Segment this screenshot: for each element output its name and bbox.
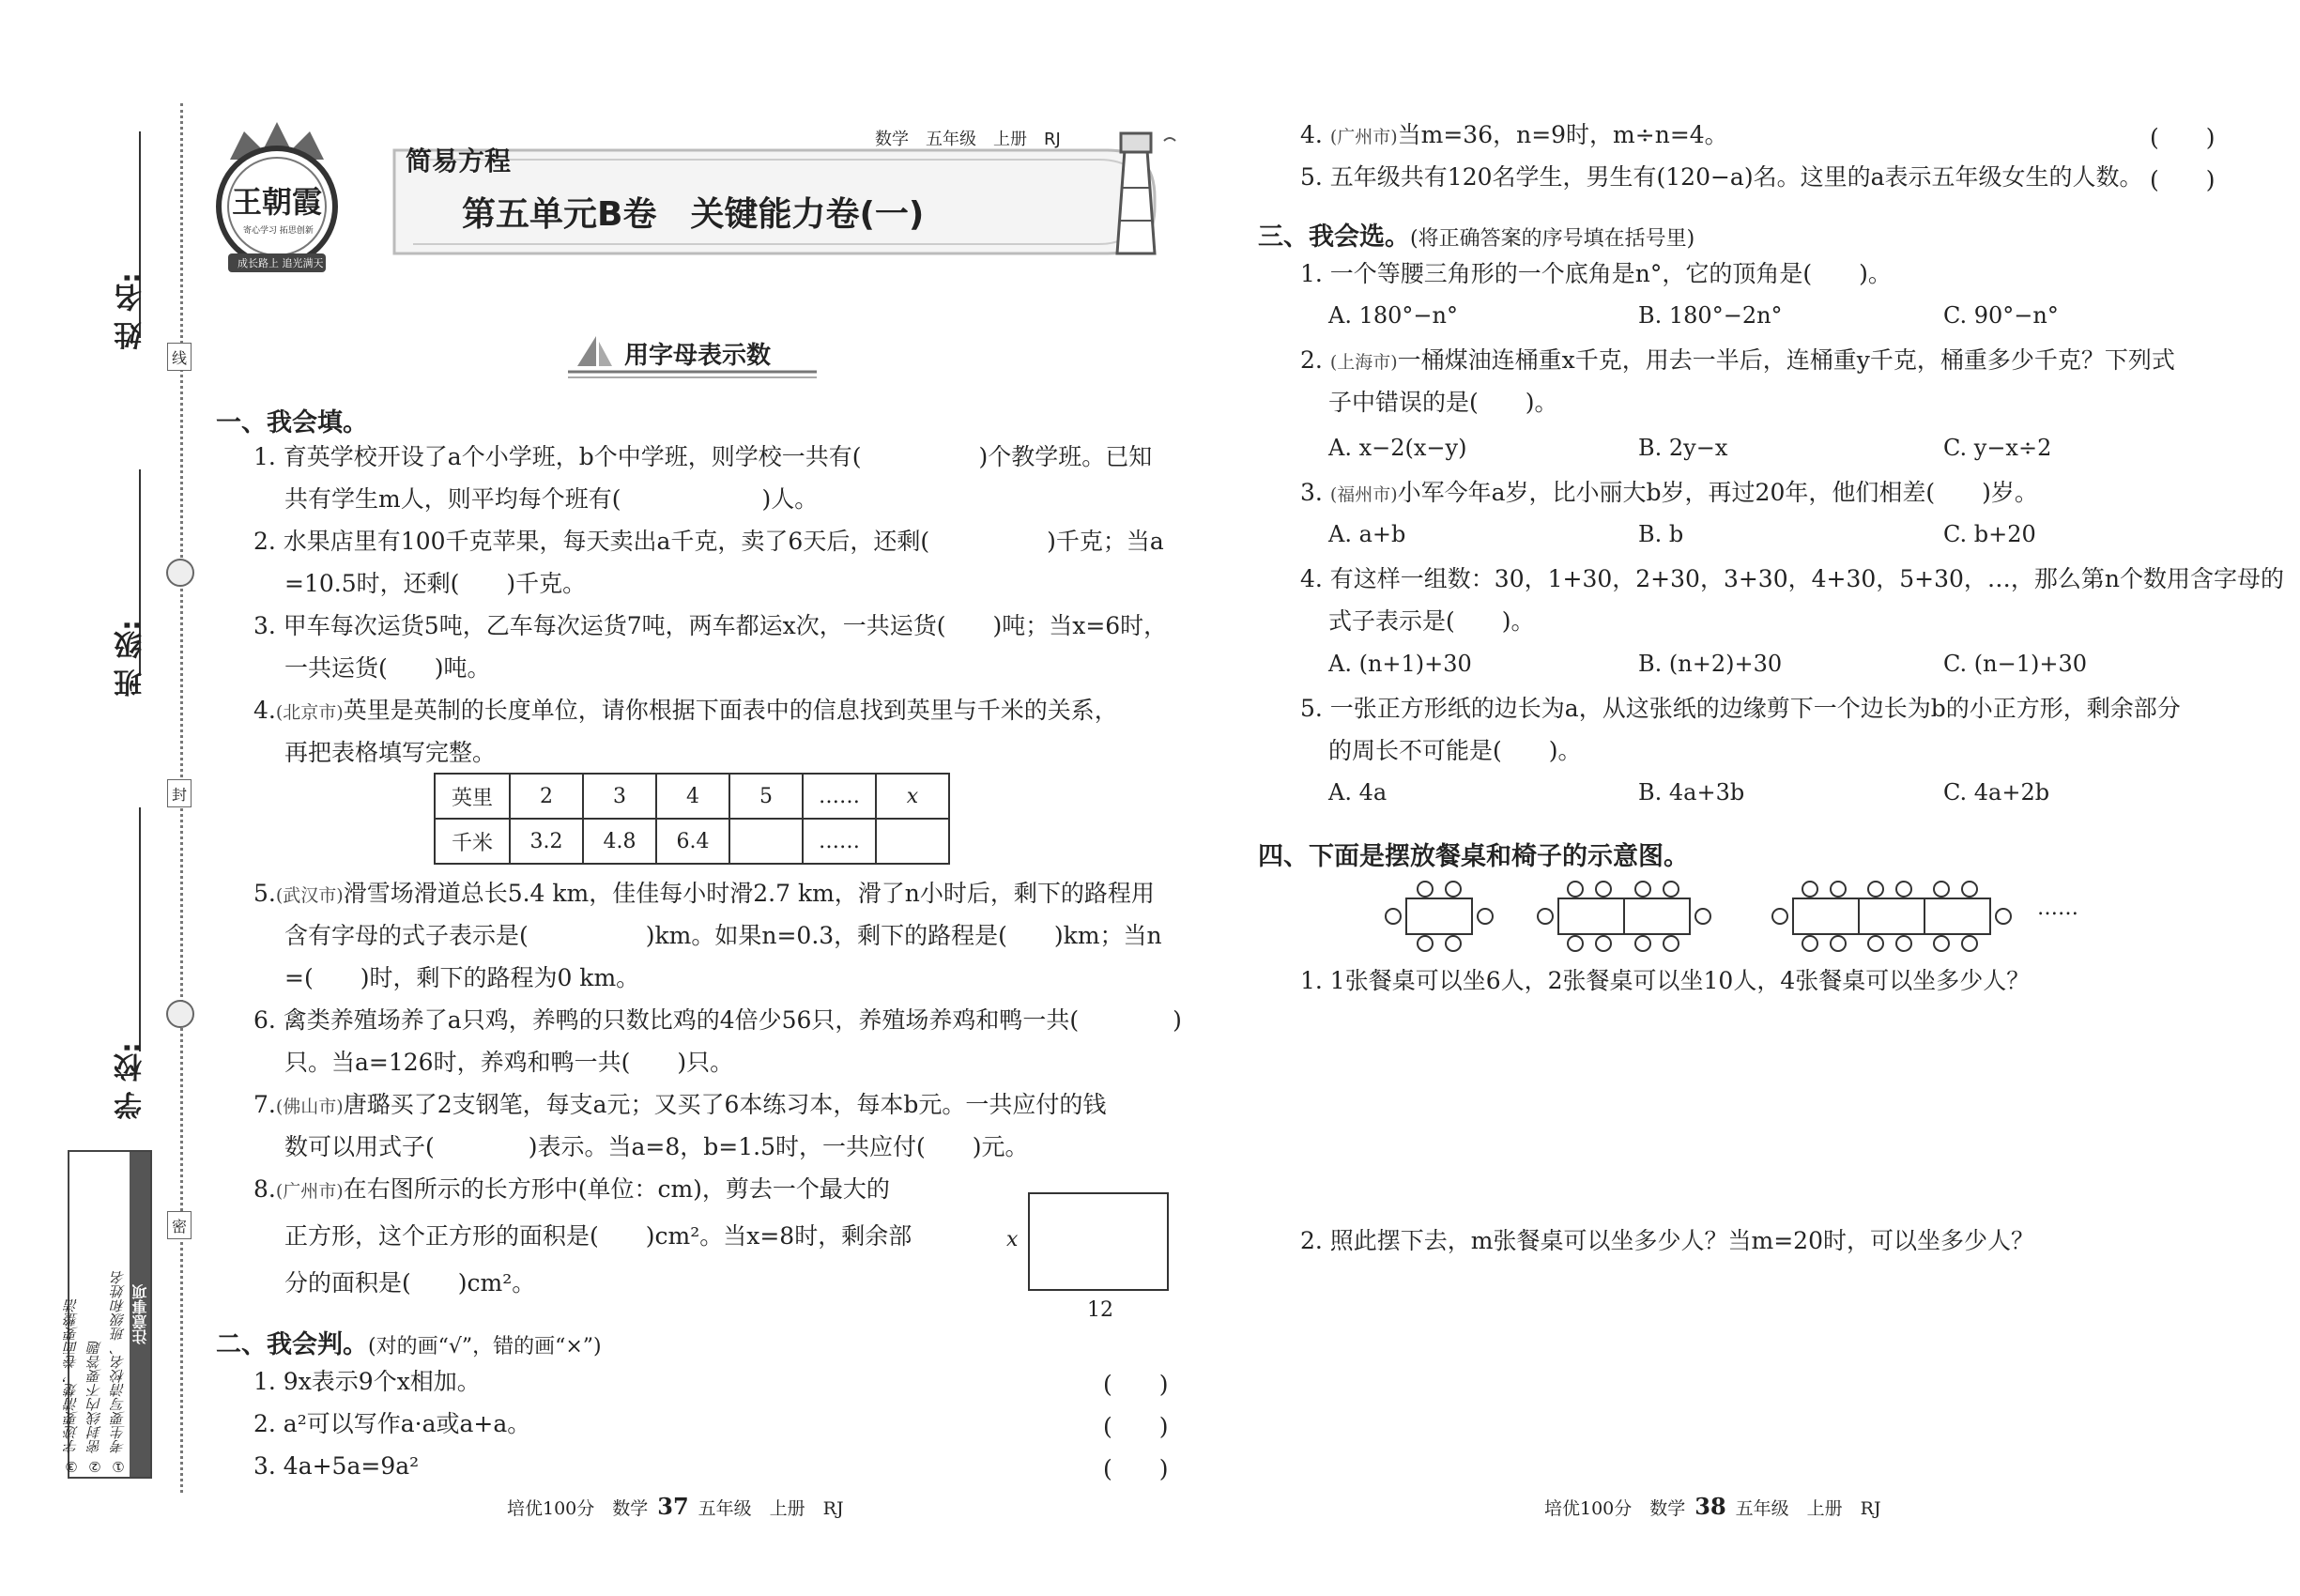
q5-line2: 含有字母的式子表示是( )km。如果n=0.3，剩下的路程是( )km；当n — [284, 922, 1162, 949]
q1-line2: 共有学生m人，则平均每个班有( )人。 — [284, 485, 819, 513]
school-label: 学 校: — [115, 1042, 147, 1120]
seal-mark-feng: 封 — [167, 779, 192, 807]
choice-option[interactable]: C. b+20 — [1943, 521, 2036, 547]
notice-title: 注意事项 — [130, 1152, 150, 1477]
notice-item: ① 考生要写清校名、班级和姓名 — [110, 1270, 127, 1475]
answer-area-1[interactable] — [1300, 1009, 2183, 1206]
notice-item: ② 密封线内不要答题 — [86, 1341, 103, 1475]
judge-4-text: 当m=36，n=9时，m÷n=4。 — [1397, 121, 1728, 148]
q7-line1 — [253, 1089, 1106, 1123]
section-badge — [563, 329, 821, 385]
table-answer-cell[interactable] — [729, 819, 803, 864]
q3-line1: 3. 甲车每次运货5吨，乙车每次运货7吨，两车都运x次，一共运货( )吨；当x=6时， — [253, 612, 1168, 639]
choice-option[interactable]: C. 90°−n° — [1943, 302, 2059, 329]
logo-tagline: 成长路上 追光满天 — [238, 257, 324, 269]
city-tag: (广州市) — [1329, 127, 1398, 147]
section-4-title: 四、下面是摆放餐桌和椅子的示意图。 — [1258, 842, 1689, 871]
q4-number: 4. — [253, 697, 276, 724]
answer-paren[interactable]: ( ) — [2150, 166, 2216, 193]
choice-2-line1 — [1300, 345, 2175, 378]
lighthouse-icon — [1080, 122, 1192, 263]
page-title: 第五单元B卷 关键能力卷(一) — [462, 195, 925, 234]
table-cell: 6.4 — [656, 819, 729, 864]
table-row — [435, 819, 949, 864]
table-cell: 5 — [729, 774, 803, 819]
page-number: 37 — [657, 1493, 689, 1520]
answer-area-2[interactable] — [1300, 1267, 2183, 1474]
q6-line2: 只。当a=126时，养鸡和鸭一共( )只。 — [284, 1049, 734, 1076]
choice-1: 1. 一个等腰三角形的一个底角是n°，它的顶角是( )。 — [1300, 260, 1892, 287]
q4-text: 英里是英制的长度单位，请你根据下面表中的信息找到英里与千米的关系， — [343, 697, 1118, 724]
judge-5: 5. 五年级共有120名学生，男生有(120−a)名。这里的a表示五年级女生的人数。 — [1300, 163, 2143, 191]
page-number: 38 — [1694, 1493, 1726, 1520]
q7-number: 7. — [253, 1091, 276, 1118]
q8-line2: 正方形，这个正方形的面积是( )cm²。当x=8时，剩余部 — [284, 1222, 912, 1250]
q8-number: 8. — [253, 1175, 276, 1203]
q1-line1: 1. 育英学校开设了a个小学班，b个中学班，则学校一共有( )个教学班。已知 — [253, 443, 1153, 470]
logo-name: 王朝霞 — [232, 184, 323, 220]
answer-paren[interactable]: ( ) — [2150, 124, 2216, 151]
choice-3-text: 小军今年a岁，比小丽大b岁，再过20年，他们相差( )岁。 — [1397, 479, 2038, 506]
table-answer-cell[interactable] — [876, 819, 949, 864]
lighthouse-icon — [1080, 122, 1192, 267]
choice-option[interactable]: A. a+b — [1328, 521, 1406, 547]
q7-text: 唐璐买了2支钢笔，每支a元；又买了6本练习本，每本b元。一共应付的钱 — [343, 1091, 1107, 1118]
answer-paren[interactable]: ( ) — [1103, 1455, 1169, 1482]
table-cell: 3.2 — [510, 819, 583, 864]
problem-1: 1. 1张餐桌可以坐6人，2张餐桌可以坐10人，4张餐桌可以坐多少人？ — [1300, 967, 2031, 994]
section-3-label: 三、我会选。 — [1258, 223, 1410, 252]
conversion-table — [434, 773, 950, 865]
choice-option[interactable]: B. 2y−x — [1638, 435, 1728, 461]
judge-2: 2. a²可以写作a·a或a+a。 — [253, 1410, 531, 1437]
q5-line3: =( )时，剩下的路程为0 km。 — [284, 964, 640, 991]
section-2-note: (对的画“√”，错的画“×”) — [368, 1335, 602, 1358]
choice-option[interactable]: A. 180°−n° — [1328, 302, 1458, 329]
problem-2: 2. 照此摆下去，m张餐桌可以坐多少人？当m=20时，可以坐多少人？ — [1300, 1227, 2034, 1254]
unit-topic: 简易方程 — [406, 146, 512, 176]
q5-text: 滑雪场滑道总长5.4 km，佳佳每小时滑2.7 km，滑了n小时后，剩下的路程用 — [343, 880, 1155, 907]
footer-book: 培优100分 数学 — [1544, 1498, 1686, 1519]
q8-text: 在右图所示的长方形中(单位：cm)，剪去一个最大的 — [343, 1175, 890, 1203]
q4-line1 — [253, 695, 1118, 729]
choice-option[interactable]: B. 180°−2n° — [1638, 302, 1783, 329]
choice-option[interactable]: B. b — [1638, 521, 1684, 547]
q5-number: 5. — [253, 880, 276, 907]
notice-item: ③ 字迹要清楚，卷面要整洁 — [63, 1298, 80, 1475]
section-2-label: 二、我会判。 — [216, 1330, 368, 1359]
footer-grade: 五年级 上册 RJ — [698, 1498, 844, 1519]
logo — [211, 113, 343, 277]
table-chair-diagram — [1380, 878, 2037, 962]
choice-option[interactable]: B. (n+2)+30 — [1638, 651, 1783, 677]
city-tag: (广州市) — [275, 1181, 344, 1202]
q7-line2: 数可以用式子( )表示。当a=8，b=1.5时，一共应付( )元。 — [284, 1133, 1029, 1160]
judge-1: 1. 9x表示9个x相加。 — [253, 1368, 481, 1395]
seal-circle-icon — [166, 1000, 194, 1028]
choice-2-number: 2. — [1300, 346, 1330, 374]
notice-box — [63, 1150, 152, 1479]
q5-line1 — [253, 878, 1155, 912]
logo-tagline: 寄心学习 拓思创新 — [243, 226, 314, 236]
choice-2-text: 一桶煤油连桶重x千克，用去一半后，连桶重y千克，桶重多少千克？下列式 — [1397, 346, 2175, 374]
table-cell: 英里 — [435, 774, 510, 819]
section-3-title — [1258, 216, 1694, 253]
choice-option[interactable]: B. 4a+3b — [1638, 779, 1745, 806]
table-cell: 千米 — [435, 819, 510, 864]
name-label: 姓 名: — [115, 272, 147, 350]
answer-paren[interactable]: ( ) — [1103, 1371, 1169, 1398]
table-cell: 3 — [583, 774, 656, 819]
judge-4-number: 4. — [1300, 121, 1330, 148]
class-label: 班 级: — [115, 620, 147, 698]
q4-line2: 再把表格填写完整。 — [284, 739, 497, 766]
table-row — [435, 774, 949, 819]
choice-option[interactable]: A. x−2(x−y) — [1328, 435, 1467, 461]
q3-line2: 一共运货( )吨。 — [284, 654, 491, 682]
three-tables-icon — [1772, 882, 2011, 951]
school-line — [139, 807, 141, 1051]
choice-5-line2: 的周长不可能是( )。 — [1328, 737, 1582, 764]
q2-line1: 2. 水果店里有100千克苹果，每天卖出a千克，卖了6天后，还剩( )千克；当a — [253, 528, 1164, 555]
city-tag: (北京市) — [275, 702, 344, 723]
seal-circle-icon — [166, 559, 194, 587]
choice-option[interactable]: A. (n+1)+30 — [1328, 651, 1472, 677]
q2-line2: =10.5时，还剩( )千克。 — [284, 570, 587, 597]
choice-option[interactable]: A. 4a — [1328, 779, 1388, 806]
choice-option[interactable]: C. 4a+2b — [1943, 779, 2050, 806]
seal-mark-mi: 密 — [167, 1211, 192, 1239]
choice-2-line2: 子中错误的是( )。 — [1328, 389, 1558, 416]
seal-mark-xian: 线 — [167, 343, 192, 371]
section-3-note: (将正确答案的序号填在括号里) — [1410, 227, 1695, 251]
rectangle-width-label: 12 — [1087, 1298, 1113, 1322]
city-tag: (福州市) — [1329, 484, 1398, 505]
judge-3: 3. 4a+5a=9a² — [253, 1452, 420, 1480]
table-cell: x — [876, 774, 949, 819]
judge-4 — [1300, 119, 1728, 153]
answer-paren[interactable]: ( ) — [1103, 1413, 1169, 1440]
section-2-title — [216, 1324, 602, 1360]
city-tag: (上海市) — [1329, 352, 1398, 373]
table-cell: 4.8 — [583, 819, 656, 864]
book-meta: 数学 五年级 上册 RJ — [875, 130, 1061, 149]
choice-3-number: 3. — [1300, 479, 1330, 506]
rectangle-figure — [1028, 1192, 1169, 1291]
footer-left — [507, 1493, 844, 1520]
q6-line1: 6. 禽类养殖场养了a只鸡，养鸭的只数比鸡的4倍少56只，养殖场养鸡和鸭一共( ) — [253, 1006, 1182, 1034]
q8-line1 — [253, 1174, 890, 1207]
footer-right — [1544, 1493, 1881, 1520]
table-cell: 2 — [510, 774, 583, 819]
section-1-title: 一、我会填。 — [216, 408, 368, 437]
city-tag: (武汉市) — [275, 885, 344, 906]
one-table-icon — [1386, 882, 1493, 951]
city-tag: (佛山市) — [275, 1097, 344, 1117]
table-cell: …… — [803, 819, 876, 864]
rectangle-height-label: x — [1006, 1228, 1019, 1251]
footer-grade: 五年级 上册 RJ — [1735, 1498, 1881, 1519]
choice-4-line1: 4. 有这样一组数：30，1+30，2+30，3+30，4+30，5+30，…，那么第n个数用含字母的 — [1300, 565, 2285, 592]
footer-book: 培优100分 数学 — [507, 1498, 649, 1519]
table-cell: …… — [803, 774, 876, 819]
two-tables-icon — [1538, 882, 1710, 951]
choice-option[interactable]: C. (n−1)+30 — [1943, 651, 2087, 677]
choice-4-line2: 式子表示是( )。 — [1328, 607, 1535, 635]
section-badge-label: 用字母表示数 — [624, 342, 772, 370]
choice-3 — [1300, 477, 2038, 511]
choice-option[interactable]: C. y−x÷2 — [1943, 435, 2052, 461]
diagram-ellipsis: …… — [2037, 897, 2078, 920]
table-cell: 4 — [656, 774, 729, 819]
q8-line3: 分的面积是( )cm²。 — [284, 1269, 536, 1297]
choice-5-line1: 5. 一张正方形纸的边长为a，从这张纸的边缘剪下一个边长为b的小正方形，剩余部分 — [1300, 695, 2181, 722]
